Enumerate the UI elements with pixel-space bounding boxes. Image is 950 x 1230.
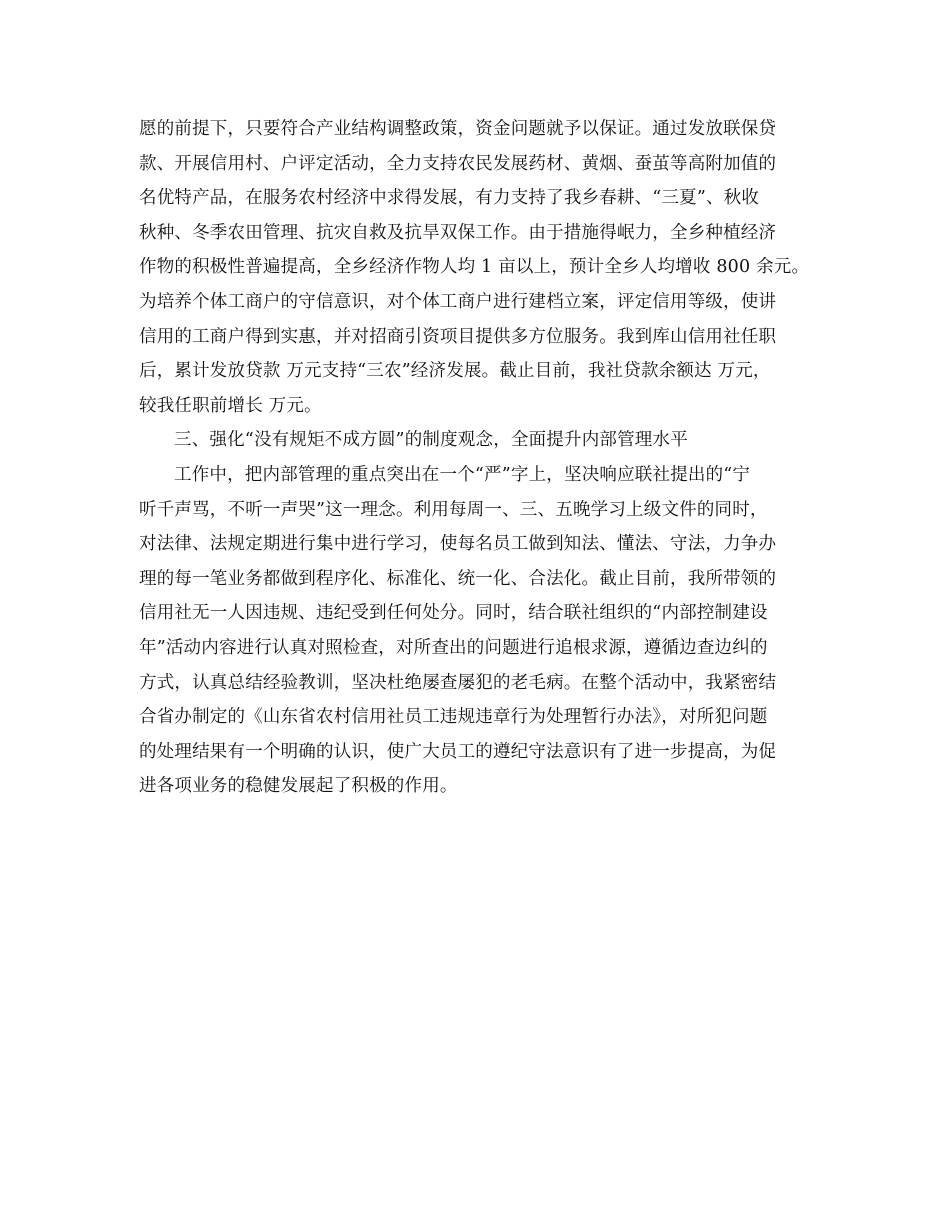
paragraph-line: 秋种、冬季农田管理、抗灾自救及抗旱双保工作。由于措施得岷力，全乡种植经济	[139, 222, 777, 243]
paragraph-line: 名优特产品，在服务农村经济中求得发展，有力支持了我乡春耕、“三夏”、秋收	[139, 188, 760, 209]
paragraph-line: 理的每一笔业务都做到程序化、标准化、统一化、合法化。截止目前，我所带领的	[139, 568, 777, 589]
section-heading: 三、强化“没有规矩不成方圆”的制度观念，全面提升内部管理水平	[174, 430, 688, 451]
paragraph-line: 较我任职前增长 万元。	[139, 395, 322, 416]
paragraph-line: 信用的工商户得到实惠，并对招商引资项目提供多方位服务。我到库山信用社任职	[139, 326, 777, 347]
paragraph-line: 听千声骂，不听一声哭”这一理念。利用每周一、三、五晚学习上级文件的同时，	[139, 499, 768, 520]
paragraph-credit-support	[139, 112, 819, 423]
paragraph-internal-management	[139, 458, 819, 804]
paragraph-line: 后，累计发放贷款 万元支持“三农”经济发展。截止目前，我社贷款余额达 万元，	[139, 361, 771, 382]
paragraph-line: 款、开展信用村、户评定活动，全力支持农民发展药材、黄烟、蚕茧等高附加值的	[139, 153, 777, 174]
paragraph-line: 进各项业务的稳健发展起了积极的作用。	[139, 776, 458, 797]
paragraph-line: 的处理结果有一个明确的认识，使广大员工的遵纪守法意识有了进一步提高，为促	[139, 741, 777, 762]
document-body	[139, 112, 819, 804]
paragraph-line: 为培养个体工商户的守信意识，对个体工商户进行建档立案，评定信用等级，使讲	[139, 291, 777, 312]
paragraph-line: 愿的前提下，只要符合产业结构调整政策，资金问题就予以保证。通过发放联保贷	[139, 119, 777, 139]
paragraph-line: 工作中，把内部管理的重点突出在一个“严”字上，坚决响应联社提出的“宁	[174, 464, 751, 485]
paragraph-line: 信用社无一人因违规、违纪受到任何处分。同时，结合联社组织的“内部控制建设	[139, 603, 768, 624]
paragraph-line: 作物的积极性普遍提高，全乡经济作物人均 1 亩以上，预计全乡人均增收 800 余元。	[139, 257, 810, 278]
paragraph-line: 年”活动内容进行认真对照检查，对所查出的问题进行追根求源，遵循边查边纠的	[139, 637, 768, 658]
paragraph-line: 对法律、法规定期进行集中进行学习，使每名员工做到知法、懂法、守法，力争办	[139, 534, 777, 555]
paragraph-line: 合省办制定的《山东省农村信用社员工违规违章行为处理暂行办法》，对所犯问题	[139, 707, 768, 728]
paragraph-line: 方式，认真总结经验教训，坚决杜绝屡查屡犯的老毛病。在整个活动中，我紧密结	[139, 672, 777, 693]
